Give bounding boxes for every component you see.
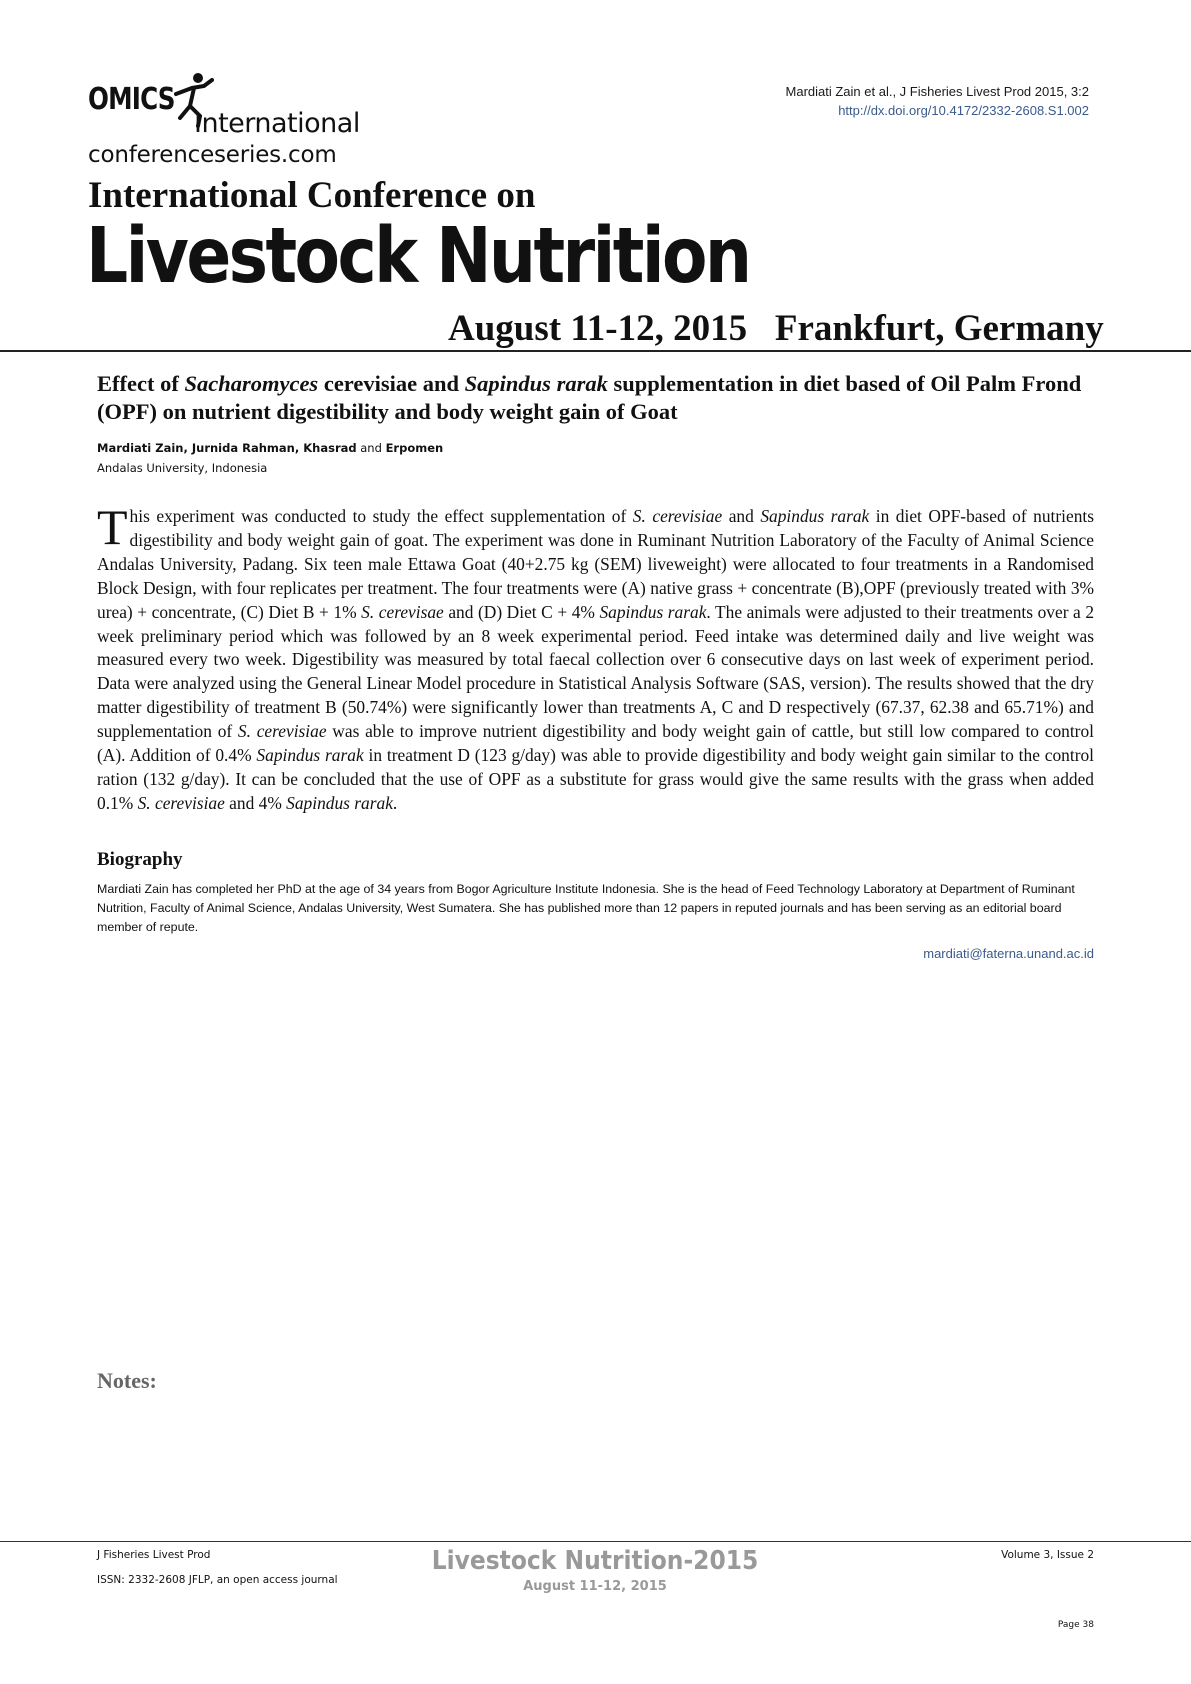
abstract-segment: . [392,792,398,813]
logo-international: International [194,108,360,139]
abstract-italic-term: Sapindus rarak [286,792,393,813]
abstract-segment: and [722,506,761,526]
abstract-italic-term: S. cerevisae [361,601,444,622]
notes-label: Notes: [97,1368,157,1393]
author-name: Mardiati Zain [97,441,184,455]
conference-date-place: August 11-12, 2015 Frankfurt, Germany [448,308,1104,349]
title-part: cerevisiae and [318,371,465,396]
doi-link[interactable]: http://dx.doi.org/10.4172/2332-2608.S1.002 [838,103,1089,118]
header-divider [0,350,1191,352]
biography-heading: Biography [97,849,183,870]
paper-title [97,370,1094,426]
abstract-italic-term: Sapindus rarak [599,601,707,622]
abstract-segment: in treatment D (123 g/day) was able to provide digestibility and body weight gain similar to the control ration (132 g/day). It can be concluded that the use of OPF as a substitute for grass would give the same results with the grass when added 0.1% [97,745,1095,813]
abstract-italic-term: S. cerevisiae [237,721,327,742]
abstract-italic-term: Sapindus rarak [760,506,870,526]
abstract-text [97,499,1095,816]
logo-brand: OMICS [88,82,175,117]
authors-and: and [356,441,386,455]
abstract-segment: in diet OPF-based of nutrients digestibility and body weight gain of goat. The experiment was done in Ruminant Nutrition Laboratory of the Faculty of Animal Science Andalas University, Padang. Six teen male Ettawa Goat (40+2.75 kg (SEM) liveweight) were allocated to four treatments in a Randomised Block Design, with four replicates per treatment. The four treatments were (A) native grass + concentrate (B),OPF (previously treated with 3% urea) + concentrate, (C) Diet B + 1% [97,506,1095,622]
footer-issn: ISSN: 2332-2608 JFLP, an open access journal [97,1574,338,1586]
title-part: supplementation in diet based of Oil Palm Frond (OPF) on nutrient digestibility and body weight gain of Goat [97,371,1082,424]
author-name: Erpomen [385,441,444,455]
affiliation: Andalas University, Indonesia [97,461,268,475]
conference-line: International Conference on [88,175,536,216]
conference-title: Livestock Nutrition [86,212,750,301]
abstract-segment: and (D) Diet C + 4% [443,601,600,622]
footer-conference: Livestock Nutrition-2015 [431,1546,759,1576]
omics-logo [88,72,358,170]
footer-divider [0,1541,1191,1542]
citation-block [786,82,1089,120]
authors-line [97,441,443,455]
abstract-italic-term: S. cerevisiae [632,506,723,526]
abstract-body [97,499,1095,813]
abstract-segment: was able to improve nutrient digestibility and body weight gain of cattle, but still low compared to control (A). Addition of 0.4% [97,721,1094,766]
footer-journal: J Fisheries Livest Prod [97,1549,211,1561]
logo-site: conferenceseries.com [88,142,337,168]
citation-authors: Mardiati Zain et al., J Fisheries Livest Prod 2015, 3:2 [785,84,1089,99]
footer-volume: Volume 3, Issue 2 [1001,1549,1094,1561]
title-part-italic: Sapindus rarak [464,371,608,396]
title-part: Effect of [97,371,185,396]
author-name: Khasrad [303,441,357,455]
title-part-italic: Sacharomyces [184,371,319,396]
abstract-segment: . The animals were adjusted to their treatments over a 2 week preliminary period which was followed by an 8 week experimental period. Feed intake was determined daily and live weight was measured every two week. Digestibility was measured by total faecal collection over 6 consecutive days on last week of experiment period. Data were analyzed using the General Linear Model procedure in Statistical Analysis Software (SAS, version). The results showed that the dry matter digestibility of treatment B (50.74%) were significantly lower than treatments A, C and D respectively (67.37, 62.38 and 65.71%) and supplementation of [97,601,1095,742]
abstract-segment: and 4% [224,792,287,813]
abstract-italic-term: Sapindus rarak [256,745,364,766]
footer-conference-block [395,1546,795,1594]
author-name: Jurnida Rahman [191,441,295,455]
authors-separator: , [294,441,304,455]
abstract-segment: his experiment was conducted to study the effect supplementation of [129,506,633,526]
footer-date: August 11-12, 2015 [523,1579,667,1594]
page-number: Page 38 [1057,1620,1094,1630]
biography-text: Mardiati Zain has completed her PhD at the age of 34 years from Bogor Agriculture Institute Indonesia. She is the head of Feed Technology Laboratory at Department of Ruminant Nutrition, Faculty of Animal Science, Andalas University, West Sumatera. She has published more than 12 papers in reputed journals and has been serving as an editorial board member of repute. [97,882,1075,934]
abstract-dropcap: T [97,499,128,555]
abstract-italic-term: S. cerevisiae [137,792,225,813]
author-email-link[interactable]: mardiati@faterna.unand.ac.id [923,946,1094,961]
authors-separator: , [183,441,192,455]
